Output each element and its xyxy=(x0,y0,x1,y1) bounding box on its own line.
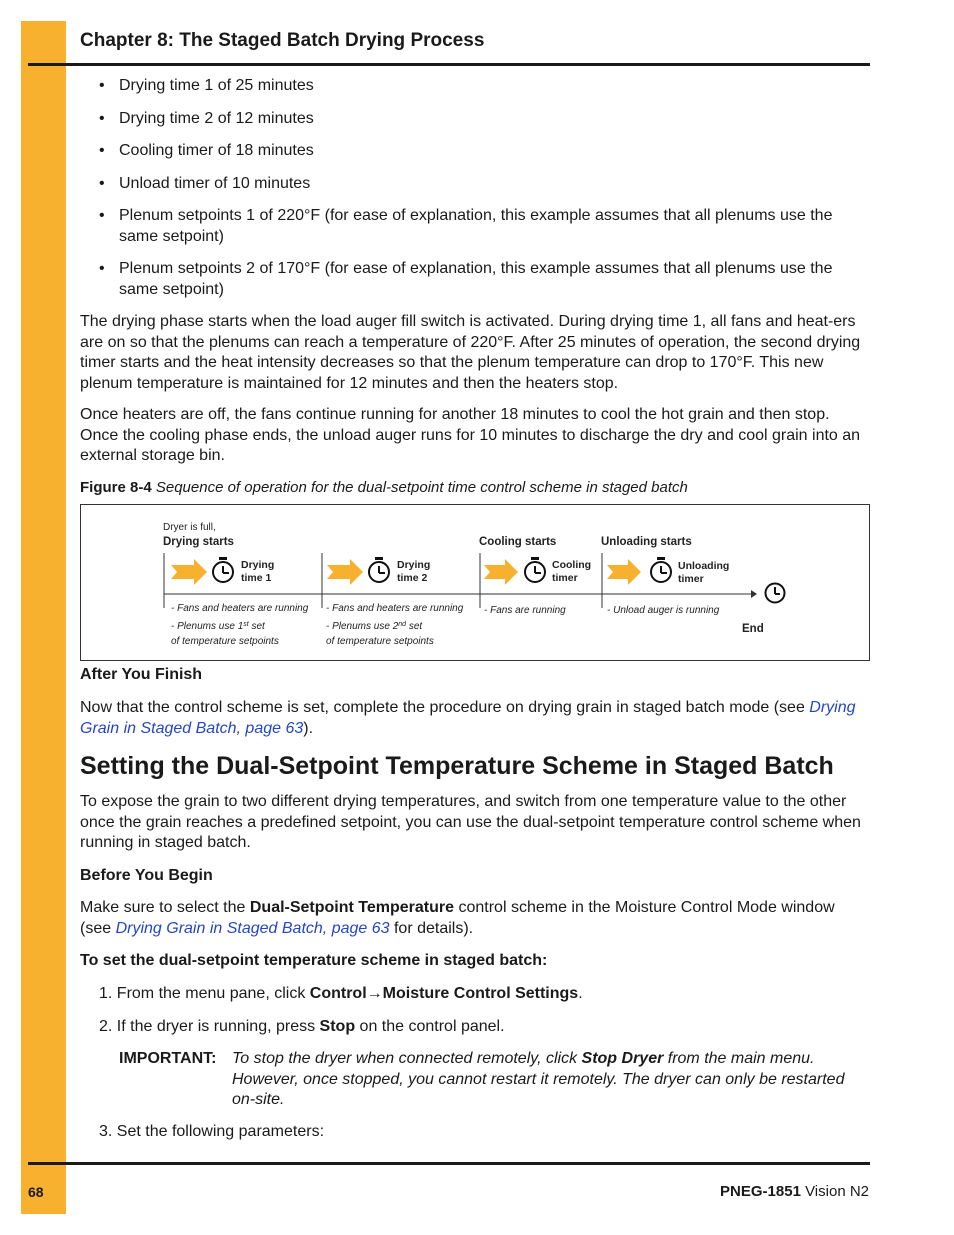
scheme-name: Dual-Setpoint Temperature xyxy=(249,899,455,916)
after-finish-text-end: ). xyxy=(303,719,314,737)
step-1 xyxy=(99,984,583,1005)
stage1-top-label: Dryer is full, xyxy=(163,522,216,533)
step-2-end: on the control panel. xyxy=(355,1018,505,1035)
stage2-note-setpoint-2: of temperature setpoints xyxy=(326,636,434,647)
stage4-timer-label-line1: Unloading xyxy=(678,560,730,572)
stage1-timer-label-line1: Drying xyxy=(241,559,275,571)
stage2-note-fans: - Fans and heaters are running xyxy=(326,603,464,614)
list-item: • Drying time 1 of 25 minutes xyxy=(80,76,870,97)
after-finish-heading: After You Finish xyxy=(80,666,203,683)
end-clock-icon xyxy=(766,584,785,603)
arrow-right-icon: → xyxy=(366,985,383,1002)
procedure-heading: To set the dual-setpoint temperature scheme in staged batch: xyxy=(80,952,548,969)
list-item: • Unload timer of 10 minutes xyxy=(80,174,870,195)
stage4-timer-label-line2: timer xyxy=(678,573,704,585)
doc-number: PNEG-1851 xyxy=(720,1183,801,1200)
section-title: Setting the Dual-Setpoint Temperature Scheme in Staged Batch xyxy=(80,752,834,780)
figure-label: Figure 8-4 xyxy=(80,479,152,496)
stage2-timer-label-line1: Drying xyxy=(397,559,431,571)
drying-phase-paragraph: The drying phase starts when the load auger fill switch is activated. During drying time 1, all fans and heat-ers are on so that the plenums can reach a temperature of 220°F. After 25 minutes of operation, the second drying timer starts and the heat intensity decreases so that the plenum temperature can drop to 170°F. This new plenum temperature is maintained for 12 minutes and then the heaters stop. xyxy=(80,313,861,392)
stage2-arrow-icon xyxy=(327,559,363,585)
list-item: • Plenum setpoints 1 of 220°F (for ease of explanation, this example assumes that all plenums use the same setpoint) xyxy=(80,206,870,247)
before-begin-text-3: for details). xyxy=(389,919,474,937)
stage1-note-setpoint: - Plenums use 1st set xyxy=(171,621,265,632)
step-1-text: 1. From the menu pane, click xyxy=(99,985,310,1002)
stage1-timer-icon xyxy=(213,557,233,582)
stage3-timer-icon xyxy=(525,557,545,582)
before-begin-heading: Before You Begin xyxy=(80,867,213,884)
header-rule xyxy=(28,63,870,66)
stage1-note-setpoint-2: of temperature setpoints xyxy=(171,636,279,647)
after-finish-paragraph xyxy=(80,698,870,739)
figure-caption-text: Sequence of operation for the dual-setpoint time control scheme in staged batch xyxy=(155,479,688,496)
important-text xyxy=(232,1049,852,1111)
before-begin-text-2: control scheme in the Moisture Control Mode window (see xyxy=(80,899,835,937)
doc-version: Vision N2 xyxy=(800,1183,869,1200)
stage4-note-unload: - Unload auger is running xyxy=(607,605,720,616)
list-item: • Drying time 2 of 12 minutes xyxy=(80,109,870,130)
sequence-diagram-svg xyxy=(81,505,869,660)
stage1-note-fans: - Fans and heaters are running xyxy=(171,603,309,614)
stage1-timer-label-line2: time 1 xyxy=(241,572,272,584)
menu-moisture-control-settings: Moisture Control Settings xyxy=(382,985,579,1002)
cooling-phase-paragraph: Once heaters are off, the fans continue running for another 18 minutes to cool the hot grain and then stop. Once the cooling phase ends, the unload auger runs for 10 minutes to discharge the dry and cool grain into an external storage bin. xyxy=(80,406,861,464)
important-label: IMPORTANT: xyxy=(119,1050,217,1067)
staged-batch-link[interactable]: Drying Grain in Staged Batch, page 63 xyxy=(80,699,856,737)
stage3-note-fans: - Fans are running xyxy=(484,605,566,616)
before-begin-text: Make sure to select the xyxy=(80,899,250,916)
step-1-end: . xyxy=(578,985,583,1002)
stage2-timer-icon xyxy=(369,557,389,582)
parameter-list xyxy=(80,76,870,312)
stage4-timer-icon xyxy=(651,557,671,582)
stage1-heading: Drying starts xyxy=(163,536,234,548)
before-begin-paragraph xyxy=(80,898,870,939)
list-item: • Plenum setpoints 2 of 170°F (for ease of explanation, this example assumes that all plenums use the same setpoint) xyxy=(80,259,870,300)
important-text-1: To stop the dryer when connected remotely, click xyxy=(232,1050,582,1067)
stage4-heading: Unloading starts xyxy=(601,536,692,548)
stage4-arrow-icon xyxy=(607,559,641,585)
end-label: End xyxy=(742,623,764,635)
staged-batch-link[interactable]: Drying Grain in Staged Batch, page 63 xyxy=(115,919,390,937)
stop-label: Stop xyxy=(319,1018,356,1035)
stage3-arrow-icon xyxy=(484,559,518,585)
chapter-title: Chapter 8: The Staged Batch Drying Process xyxy=(80,30,485,51)
stage3-timer-label-line1: Cooling xyxy=(552,559,592,571)
timeline-arrowhead xyxy=(751,590,757,598)
chapter-sidebar-band xyxy=(21,21,66,1214)
step-2 xyxy=(99,1017,505,1038)
footer-rule xyxy=(28,1162,870,1165)
page-number: 68 xyxy=(28,1184,44,1200)
stage1-arrow-icon xyxy=(171,559,207,585)
menu-control: Control xyxy=(309,985,367,1002)
after-finish-text: Now that the control scheme is set, complete the procedure on drying grain in staged batch mode (see xyxy=(80,699,810,716)
important-note xyxy=(119,1049,849,1108)
stage2-timer-label-line2: time 2 xyxy=(397,572,428,584)
step-3: 3. Set the following parameters: xyxy=(99,1123,325,1140)
list-item: • Cooling timer of 18 minutes xyxy=(80,141,870,162)
stage2-note-setpoint: - Plenums use 2nd set xyxy=(326,621,423,632)
document-id xyxy=(720,1183,869,1200)
important-text-2: from the main menu. However, once stopped, you cannot restart it remotely. The dryer can only be restarted on-site. xyxy=(232,1050,845,1108)
stage3-timer-label-line2: timer xyxy=(552,572,578,584)
stage3-heading: Cooling starts xyxy=(479,536,557,548)
figure-caption xyxy=(80,479,688,496)
stop-dryer-label: Stop Dryer xyxy=(581,1050,664,1067)
section-intro: To expose the grain to two different drying temperatures, and switch from one temperature value to the other once the grain reaches a predefined setpoint, you can use the dual-setpoint temperature control scheme when running in staged batch. xyxy=(80,793,861,851)
sequence-diagram xyxy=(80,504,870,661)
step-2-text: 2. If the dryer is running, press xyxy=(99,1018,320,1035)
